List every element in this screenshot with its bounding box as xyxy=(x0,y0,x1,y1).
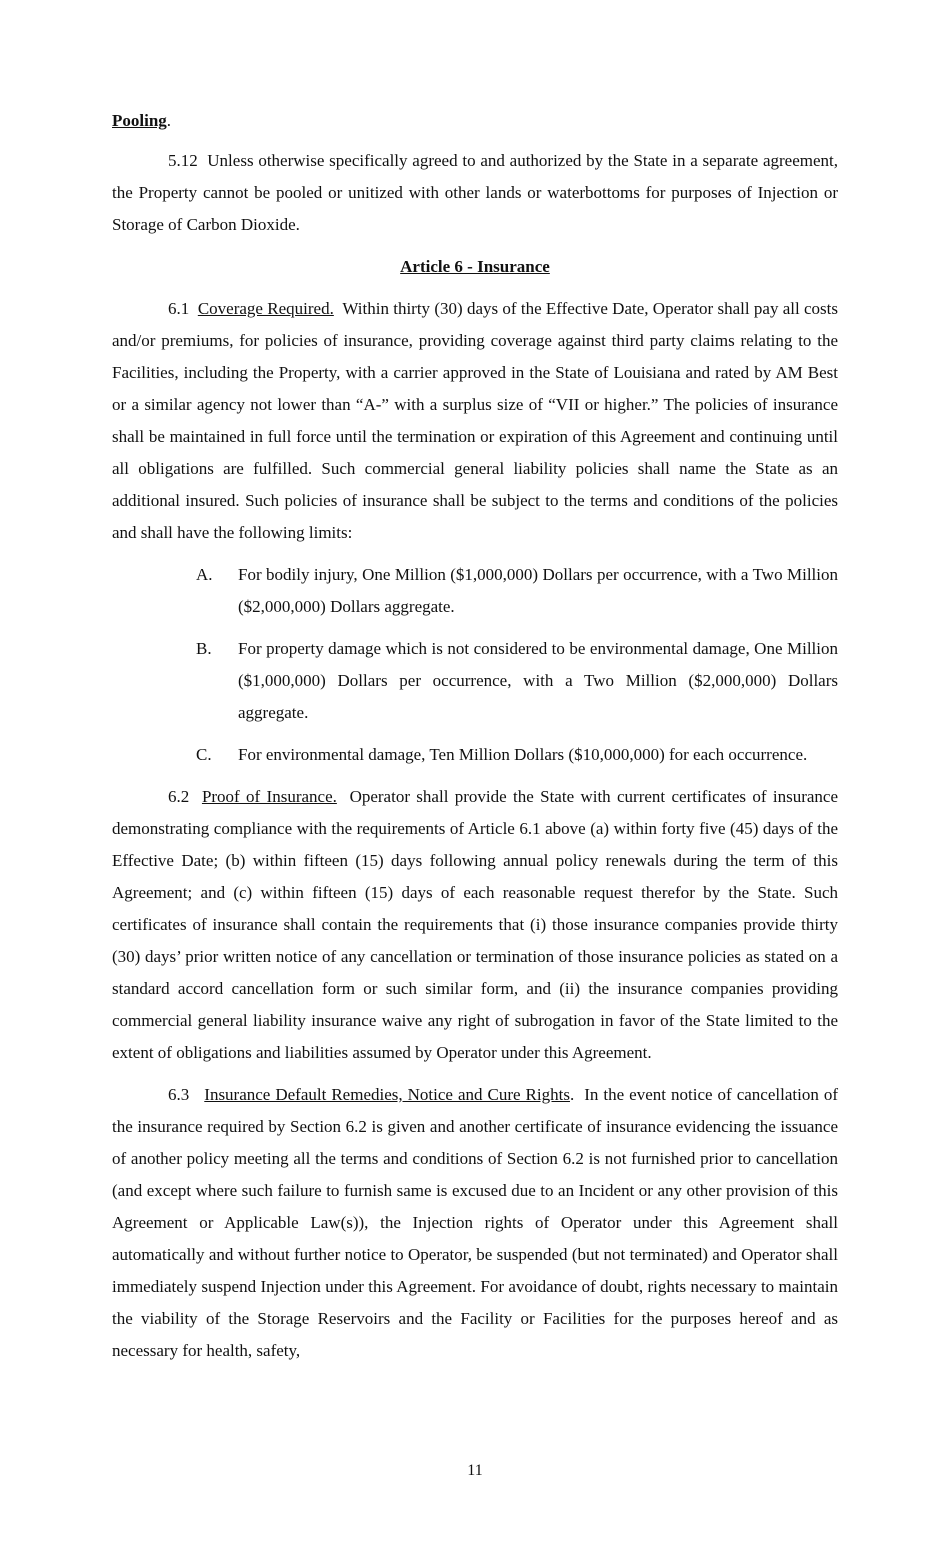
section-5-12-text: Unless otherwise specifically agreed to and authorized by the State in a separate agreement, the Property cannot be pooled or unitized with other lands or waterbottoms for purposes of Injection or Storage of Carbon Dioxide. xyxy=(112,151,838,234)
list-item-label: C. xyxy=(196,745,212,764)
section-6-1-text: Within thirty (30) days of the Effective Date, Operator shall pay all costs and/or premiums, for policies of insurance, providing coverage against third party claims relating to the Facilities, including the Property, with a carrier approved in the State of Louisiana and rated by AM Best or a similar agency not lower than “A-” with a surplus size of “VII or higher.” The policies of insurance shall be maintained in full force until the termination or expiration of this Agreement and continuing until all obligations are fulfilled. Such commercial general liability policies shall name the State as an additional insured. Such policies of insurance shall be subject to the terms and conditions of the policies and shall have the following limits: xyxy=(112,299,839,542)
list-item-text: For environmental damage, Ten Million Dollars ($10,000,000) for each occurrence. xyxy=(238,745,808,764)
list-item xyxy=(196,633,838,729)
section-6-2-text: Operator shall provide the State with current certificates of insurance demonstrating compliance with the requirements of Article 6.1 above (a) within forty five (45) days of the Effective Date; (b) within fifteen (15) days following annual policy renewals during the term of this Agreement; and (c) within fifteen (15) days of each reasonable request therefor by the State. Such certificates of insurance shall contain the requirements that (i) those insurance companies provide thirty (30) days’ prior written notice of any cancellation or termination of those insurance policies as stated on a standard accord cancellation form or such similar form, and (ii) the insurance companies providing commercial general liability insurance waive any right of subrogation in favor of the State limited to the extent of obligations and liabilities assumed by Operator under this Agreement. xyxy=(112,787,839,1062)
list-item xyxy=(196,559,838,623)
section-6-3-text: In the event notice of cancellation of the insurance required by Section 6.2 is given and another certificate of insurance evidencing the issuance of another policy meeting all the terms and conditions of Section 6.2 is not furnished prior to cancellation (and except where such failure to furnish same is excused due to an Incident or any other provision of this Agreement or Applicable Law(s)), the Injection rights of Operator under this Agreement shall automatically and without further notice to Operator, be suspended (but not terminated) and Operator shall immediately suspend Injection under this Agreement. For avoidance of doubt, rights necessary to maintain the viability of the Storage Reservoirs and the Facility or Facilities for the purposes hereof and as necessary for health, safety, xyxy=(112,1085,838,1360)
section-6-3-title-punct: . xyxy=(569,1085,575,1104)
section-6-3-title: Insurance Default Remedies, Notice and Cure Rights xyxy=(204,1085,570,1104)
section-6-2 xyxy=(112,781,838,1069)
list-item xyxy=(196,739,838,771)
pooling-heading-line xyxy=(112,105,838,137)
list-item-text: For bodily injury, One Million ($1,000,000) Dollars per occurrence, with a Two Million ($2,000,000) Dollars aggregate. xyxy=(238,565,838,616)
article-6-heading-line xyxy=(112,251,838,283)
pooling-heading: Pooling xyxy=(112,111,167,130)
section-5-12 xyxy=(112,145,838,241)
section-6-2-title: Proof of Insurance. xyxy=(201,787,337,806)
list-item-text: For property damage which is not considered to be environmental damage, One Million ($1,000,000) Dollars per occurrence, with a Two Million ($2,000,000) Dollars aggregate. xyxy=(238,639,838,722)
section-6-3-number: 6.3 xyxy=(168,1085,190,1104)
list-item-label: A. xyxy=(196,565,213,584)
pooling-heading-punct: . xyxy=(166,111,172,130)
section-6-1-number: 6.1 xyxy=(168,299,190,318)
section-6-1 xyxy=(112,293,838,549)
section-5-12-number: 5.12 xyxy=(168,151,198,170)
list-item-label: B. xyxy=(196,639,212,658)
coverage-limits-list xyxy=(196,559,838,771)
section-6-1-title: Coverage Required. xyxy=(197,299,334,318)
section-6-3 xyxy=(112,1079,838,1367)
article-6-heading: Article 6 - Insurance xyxy=(400,257,550,276)
section-6-2-number: 6.2 xyxy=(168,787,190,806)
page-number: 11 xyxy=(467,1462,483,1479)
document-page xyxy=(112,105,838,1377)
